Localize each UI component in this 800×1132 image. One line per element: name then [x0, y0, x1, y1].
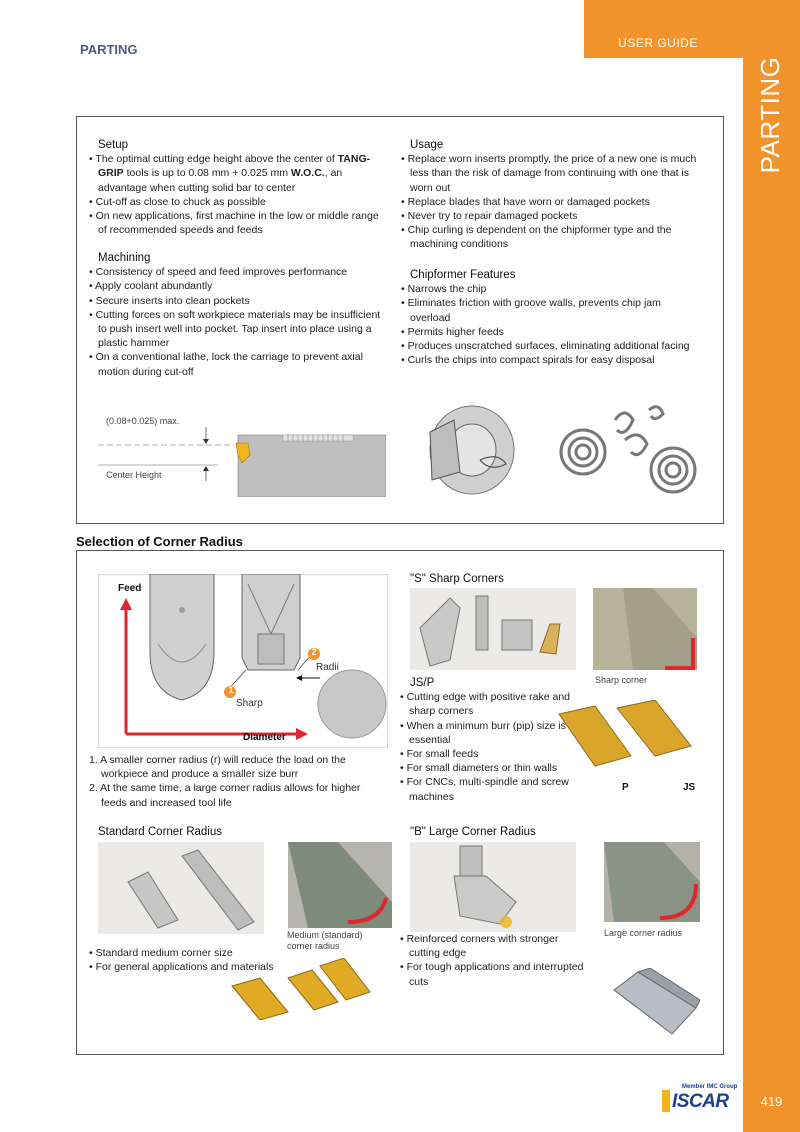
center-height-label: Center Height [106, 470, 162, 480]
sharp-inserts-photo [555, 700, 705, 780]
usage-item: • Replace blades that have worn or damaged pockets [401, 195, 701, 209]
standard-tools-drawing [98, 842, 264, 934]
feed-diameter-diagram [98, 574, 388, 748]
usage-item: • Never try to repair damaged pockets [401, 209, 701, 223]
large-item: • For tough applications and interrupted cuts [400, 960, 590, 988]
medium-corner-caption: Medium (standard) corner radius [287, 930, 363, 951]
setup-item: • The optimal cutting edge height above the center of TANG-GRIP tools is up to 0.08 mm + 0.025 mm W.O.C., an advantage when cutting solid bar to center [89, 152, 389, 195]
chipformer-item: • Narrows the chip [401, 282, 701, 296]
corner-radius-notes [89, 753, 369, 810]
standard-item: • Standard medium corner size [89, 946, 279, 960]
large-section [400, 932, 590, 989]
standard-inserts-photo [230, 958, 390, 1020]
feed-label: Feed [118, 583, 142, 594]
sharp-label: Sharp [236, 698, 263, 709]
tolerance-label: (0.08+0.025) max. [106, 416, 180, 426]
medium-corner-photo [288, 842, 392, 928]
setup-item: • On new applications, first machine in the low or middle range of recommended speeds and feeds [89, 209, 389, 237]
sharp-corner-caption: Sharp corner [595, 675, 648, 685]
logo-tagline: Member IMC Group [682, 1084, 738, 1090]
chip-spirals-photo [555, 400, 700, 498]
large-corner-photo [604, 842, 700, 922]
corner-radius-title: Selection of Corner Radius [76, 534, 243, 549]
chipformer-section [401, 268, 701, 367]
logo-text: ISCAR [672, 1091, 729, 1112]
chipformer-item: • Produces unscratched surfaces, eliminating additional facing [401, 339, 701, 353]
chipformer-item: • Curls the chips into compact spirals for easy disposal [401, 353, 701, 367]
sharp-subtitle: JS/P [410, 677, 435, 689]
sharp-item: • When a minimum burr (pip) size is essential [400, 719, 590, 747]
radii-label: Radii [316, 662, 339, 673]
large-corner-caption: Large corner radius [604, 928, 683, 938]
machining-item: • Cutting forces on soft workpiece materials may be insufficient to push insert well into pocket. Tap insert into place using a plastic hammer [89, 308, 389, 351]
large-corner-drawing [604, 842, 700, 922]
usage-item: • Chip curling is dependent on the chipformer type and the machining conditions [401, 223, 701, 251]
setup-item: • Cut-off as close to chuck as possible [89, 195, 389, 209]
sharp-item: • Cutting edge with positive rake and sharp corners [400, 690, 590, 718]
standard-tools-photo [98, 842, 264, 934]
sharp-item: • For small feeds [400, 747, 590, 761]
insert-js-label: JS [683, 782, 696, 793]
feed-diameter-drawing [98, 574, 388, 748]
sharp-tools-photo [410, 588, 576, 670]
logo-mark [662, 1090, 670, 1112]
sharp-item: • For CNCs, multi-spindle and screw machines [400, 775, 590, 803]
chuck-drawing [420, 402, 520, 498]
machining-item: • Consistency of speed and feed improves performance [89, 265, 389, 279]
user-guide-label: USER GUIDE [618, 36, 698, 50]
section-heading: PARTING [80, 42, 138, 57]
page-number: 419 [760, 1094, 783, 1109]
sharp-corner-photo [593, 588, 697, 670]
machining-item: • Apply coolant abundantly [89, 279, 389, 293]
diameter-label: Diameter [243, 732, 286, 743]
sharp-corners-title: "S" Sharp Corners [410, 573, 504, 585]
chipformer-item: • Eliminates friction with groove walls, prevents chip jam overload [401, 296, 701, 324]
machining-title: Machining [98, 252, 151, 264]
chuck-photo [420, 402, 520, 498]
large-tools-drawing [410, 842, 576, 932]
large-tools-photo [410, 842, 576, 932]
usage-section [401, 138, 701, 252]
large-insert-photo [610, 968, 700, 1038]
usage-title: Usage [410, 139, 444, 151]
sharp-corner-drawing [593, 588, 697, 670]
sharp-inserts-drawing [555, 700, 705, 780]
medium-corner-drawing [288, 842, 392, 928]
large-item: • Reinforced corners with stronger cutting edge [400, 932, 590, 960]
side-title: PARTING [755, 56, 785, 174]
setup-title: Setup [98, 139, 129, 151]
center-height-drawing [98, 397, 386, 497]
standard-item: • For general applications and materials [89, 960, 279, 974]
large-insert-drawing [610, 968, 700, 1038]
machining-item: • Secure inserts into clean pockets [89, 294, 389, 308]
standard-title: Standard Corner Radius [98, 826, 223, 838]
standard-inserts-drawing [230, 958, 390, 1020]
chipformer-title: Chipformer Features [410, 269, 516, 281]
note-item: 2. At the same time, a large corner radius allows for higher feeds and increased tool life [89, 782, 361, 809]
insert-p-label: P [622, 782, 629, 793]
center-height-diagram [98, 397, 386, 497]
usage-item: • Replace worn inserts promptly, the price of a new one is much less than the risk of damage from continuing with one that is worn out [401, 152, 701, 195]
note-item: 1. A smaller corner radius (r) will reduce the load on the workpiece and produce a smaller size burr [89, 754, 346, 781]
sharp-tools-drawing [410, 588, 576, 670]
chip-spirals-drawing [555, 400, 700, 498]
setup-section [89, 138, 389, 237]
marker-1: 1 [228, 685, 234, 695]
machining-item: • On a conventional lathe, lock the carriage to prevent axial motion during cut-off [89, 350, 389, 378]
chipformer-item: • Permits higher feeds [401, 325, 701, 339]
iscar-logo [662, 1084, 738, 1114]
marker-2: 2 [311, 647, 317, 657]
sharp-item: • For small diameters or thin walls [400, 761, 590, 775]
large-title: "B" Large Corner Radius [410, 826, 536, 838]
machining-section [89, 251, 389, 379]
